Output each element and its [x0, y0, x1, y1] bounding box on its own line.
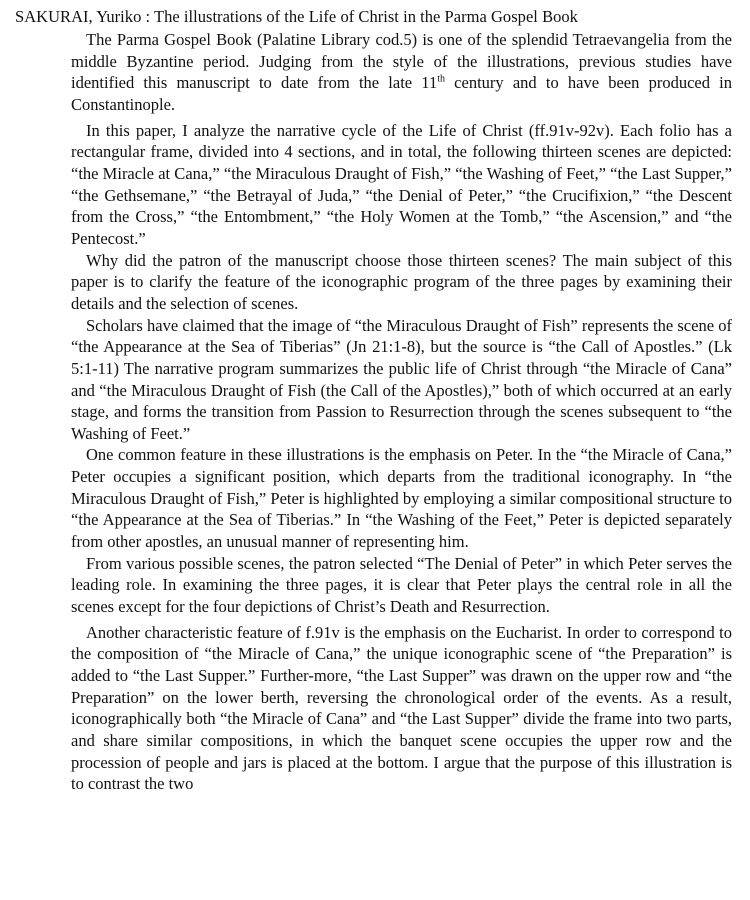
- article-title: SAKURAI, Yuriko : The illustrations of the Life of Christ in the Parma Gospel Book: [15, 7, 578, 26]
- paragraph-1-text: The Parma Gospel Book (Palatine Library cod.5) is one of the splendid Tetraevangelia from the middle Byzantine period. Judging from the style of the illustrations, previous studies have identified this manuscript to date from the late 11: [71, 30, 732, 93]
- paragraph-7: Another characteristic feature of f.91v is the emphasis on the Eucharist. In order to correspond to the composition of “the Miracle of Cana,” the unique iconographic scene of “the Preparation” is added to “the Last Supper.” Further-more, “the Last Supper” was drawn on the upper row and “the Preparation” on the lower berth, reversing the chronological order of the events. As a result, iconographically both “the Miracle of Cana” and “the Last Supper” divide the frame into two parts, and share similar compositions, in which the banquet scene occupies the upper row and the procession of people and jars is placed at the bottom. I argue that the purpose of this illustration is to contrast the two: [71, 622, 732, 794]
- paragraph-4: Scholars have claimed that the image of “the Miraculous Draught of Fish” represents the scene of “the Appearance at the Sea of Tiberias” (Jn 21:1-8), but the source is “the Call of Apostles.” (Lk 5:1-11) The narrative program summarizes the public life of Christ through “the Miracle of Cana” and “the Miraculous Draught of Fish (the Call of the Apostles),” both of which occurred at an early stage, and forms the transition from Passion to Resurrection through the scenes subsequent to “the Washing of Feet.”: [71, 315, 732, 443]
- paragraph-5: One common feature in these illustrations is the emphasis on Peter. In the “the Miracle of Cana,” Peter occupies a significant position, which departs from the traditional iconography. In “the Miraculous Draught of Fish,” Peter is highlighted by employing a similar compositional structure to “the Appearance at the Sea of Tiberias.” In “the Washing of the Feet,” Peter is depicted separately from other apostles, an unusual manner of representing him.: [71, 445, 732, 552]
- ordinal-superscript: th: [437, 73, 445, 85]
- paragraph-1: [14, 29, 732, 116]
- paragraph-6: From various possible scenes, the patron selected “The Denial of Peter” in which Peter serves the leading role. In examining the three pages, it is clear that Peter plays the central role in all the scenes except for the four depictions of Christ’s Death and Resurrection.: [71, 553, 732, 617]
- paragraph-1-text-end: century and to have been produced in Constantinople.: [71, 73, 733, 114]
- paragraph-3: Why did the patron of the manuscript choose those thirteen scenes? The main subject of this paper is to clarify the feature of the iconographic program of the three pages by examining their details and the selection of scenes.: [71, 250, 732, 313]
- paragraph-2: In this paper, I analyze the narrative cycle of the Life of Christ (ff.91v-92v). Each folio has a rectangular frame, divided into 4 sections, and in total, the following thirteen scenes are depicted: “the Miracle at Cana,” “the Miraculous Draught of Fish,” “the Washing of Feet,” “the Last Supper,” “the Gethsemane,” “the Betrayal of Juda,” “the Denial of Peter,” “the Crucifixion,” “the Descent from the Cross,” “the Entombment,” “the Holy Women at the Tomb,” “the Ascension,” and “the Pentecost.”: [71, 120, 732, 248]
- article-body: [71, 29, 732, 795]
